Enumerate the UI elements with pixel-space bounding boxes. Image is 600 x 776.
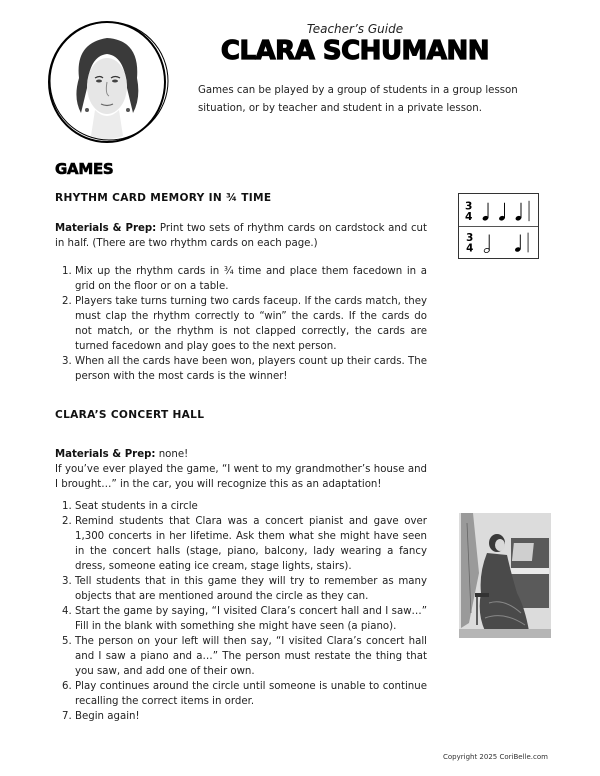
rhythm-card-2: [459, 226, 538, 258]
time-signature-bottom: 4: [466, 242, 474, 255]
step-text: Players take turns turning two cards faceup. If the cards match, they must clap the rhythm correctly to “win” the cards. If the cards do not match, or the rhythm is not clapped correctly, the cards are turned facedown and play goes to the next person.: [75, 296, 427, 352]
step-text: Remind students that Clara was a concert pianist and gave over 1,300 concerts in her lifetime. Ask them what she might have seen in the concert halls (stage, piano, balcony, lady wearing a fancy dress, someone eating ice cream, stage lights, stairs).: [75, 516, 427, 572]
clara-at-piano-image: [459, 513, 551, 638]
game-title-rhythm-card-memory: RHYTHM CARD MEMORY IN ¾ TIME: [55, 192, 272, 204]
game-intro: If you’ve ever played the game, “I went to my grandmother’s house and I brought…” in the car, you will recognize this as an adaptation!: [55, 464, 427, 490]
step-text: Seat students in a circle: [75, 501, 198, 512]
step-text: Start the game by saying, “I visited Clara’s concert hall and I saw…” Fill in the blank with something she might have seen (a piano).: [75, 606, 427, 632]
list-item: [55, 499, 427, 514]
game-title-claras-concert-hall: CLARA’S CONCERT HALL: [55, 409, 205, 421]
time-signature-bottom: 4: [465, 210, 473, 224]
rhythm-card-1: [459, 194, 538, 226]
step-number: 7.: [62, 711, 72, 722]
list-item: [55, 294, 427, 354]
step-number: 3.: [62, 356, 72, 367]
rhythm-card-illustration: [458, 193, 539, 259]
step-text: The person on your left will then say, “I visited Clara’s concert hall and I saw a piano and a…” The person must restate the thing that you saw, and add one of their own.: [75, 636, 427, 677]
quarter-note-icon: [482, 203, 489, 222]
list-item: [55, 634, 427, 679]
time-signature-top: 3: [466, 232, 474, 245]
materials-paragraph: [55, 221, 427, 251]
list-item: [55, 604, 427, 634]
step-number: 2.: [62, 296, 72, 307]
materials-text: none!: [155, 449, 189, 460]
step-text: Begin again!: [75, 711, 140, 722]
step-number: 5.: [62, 636, 72, 647]
list-item: [55, 354, 427, 384]
quarter-note-icon: [498, 203, 505, 222]
step-number: 4.: [62, 606, 72, 617]
materials-label: Materials & Prep:: [55, 223, 157, 234]
list-item: [55, 574, 427, 604]
materials-label: Materials & Prep:: [55, 449, 156, 460]
step-text: Play continues around the circle until someone is unable to continue recalling the correct items in order.: [75, 681, 427, 707]
half-note-icon: [484, 235, 490, 254]
document-subtitle: Teacher’s Guide: [306, 22, 404, 36]
list-item: [55, 679, 427, 709]
intro-paragraph: Games can be played by a group of students in a group lesson situation, or by teacher and student in a private lesson.: [198, 85, 518, 114]
materials-text: Print two sets of rhythm cards on cardstock and cut in half. (There are two rhythm cards on each page.): [55, 223, 427, 249]
quarter-note-icon: [514, 235, 521, 253]
clara-at-piano-icon: [459, 513, 551, 638]
step-text: Tell students that in this game they will try to remember as many objects that are mentioned around the circle as they can.: [75, 576, 427, 602]
list-item: [55, 709, 427, 724]
step-number: 2.: [62, 516, 72, 527]
step-number: 6.: [62, 681, 72, 692]
list-item: [55, 264, 427, 294]
list-item: [55, 514, 427, 574]
game-steps-list: [55, 264, 427, 384]
section-heading-games: GAMES: [55, 160, 114, 178]
copyright-footer: Copyright 2025 CoriBelle.com: [443, 753, 548, 761]
quarter-note-icon: [515, 203, 522, 222]
step-text: Mix up the rhythm cards in ¾ time and place them facedown in a grid on the floor or on a table.: [75, 266, 427, 292]
step-number: 3.: [62, 576, 72, 587]
materials-paragraph: [55, 447, 427, 492]
game-steps-list: [55, 499, 427, 724]
document-title: CLARA SCHUMANN: [220, 36, 490, 66]
step-text: When all the cards have been won, players count up their cards. The person with the most cards is the winner!: [75, 356, 427, 382]
time-signature-top: 3: [465, 199, 473, 213]
step-number: 1.: [62, 266, 72, 277]
step-number: 1.: [62, 501, 72, 512]
